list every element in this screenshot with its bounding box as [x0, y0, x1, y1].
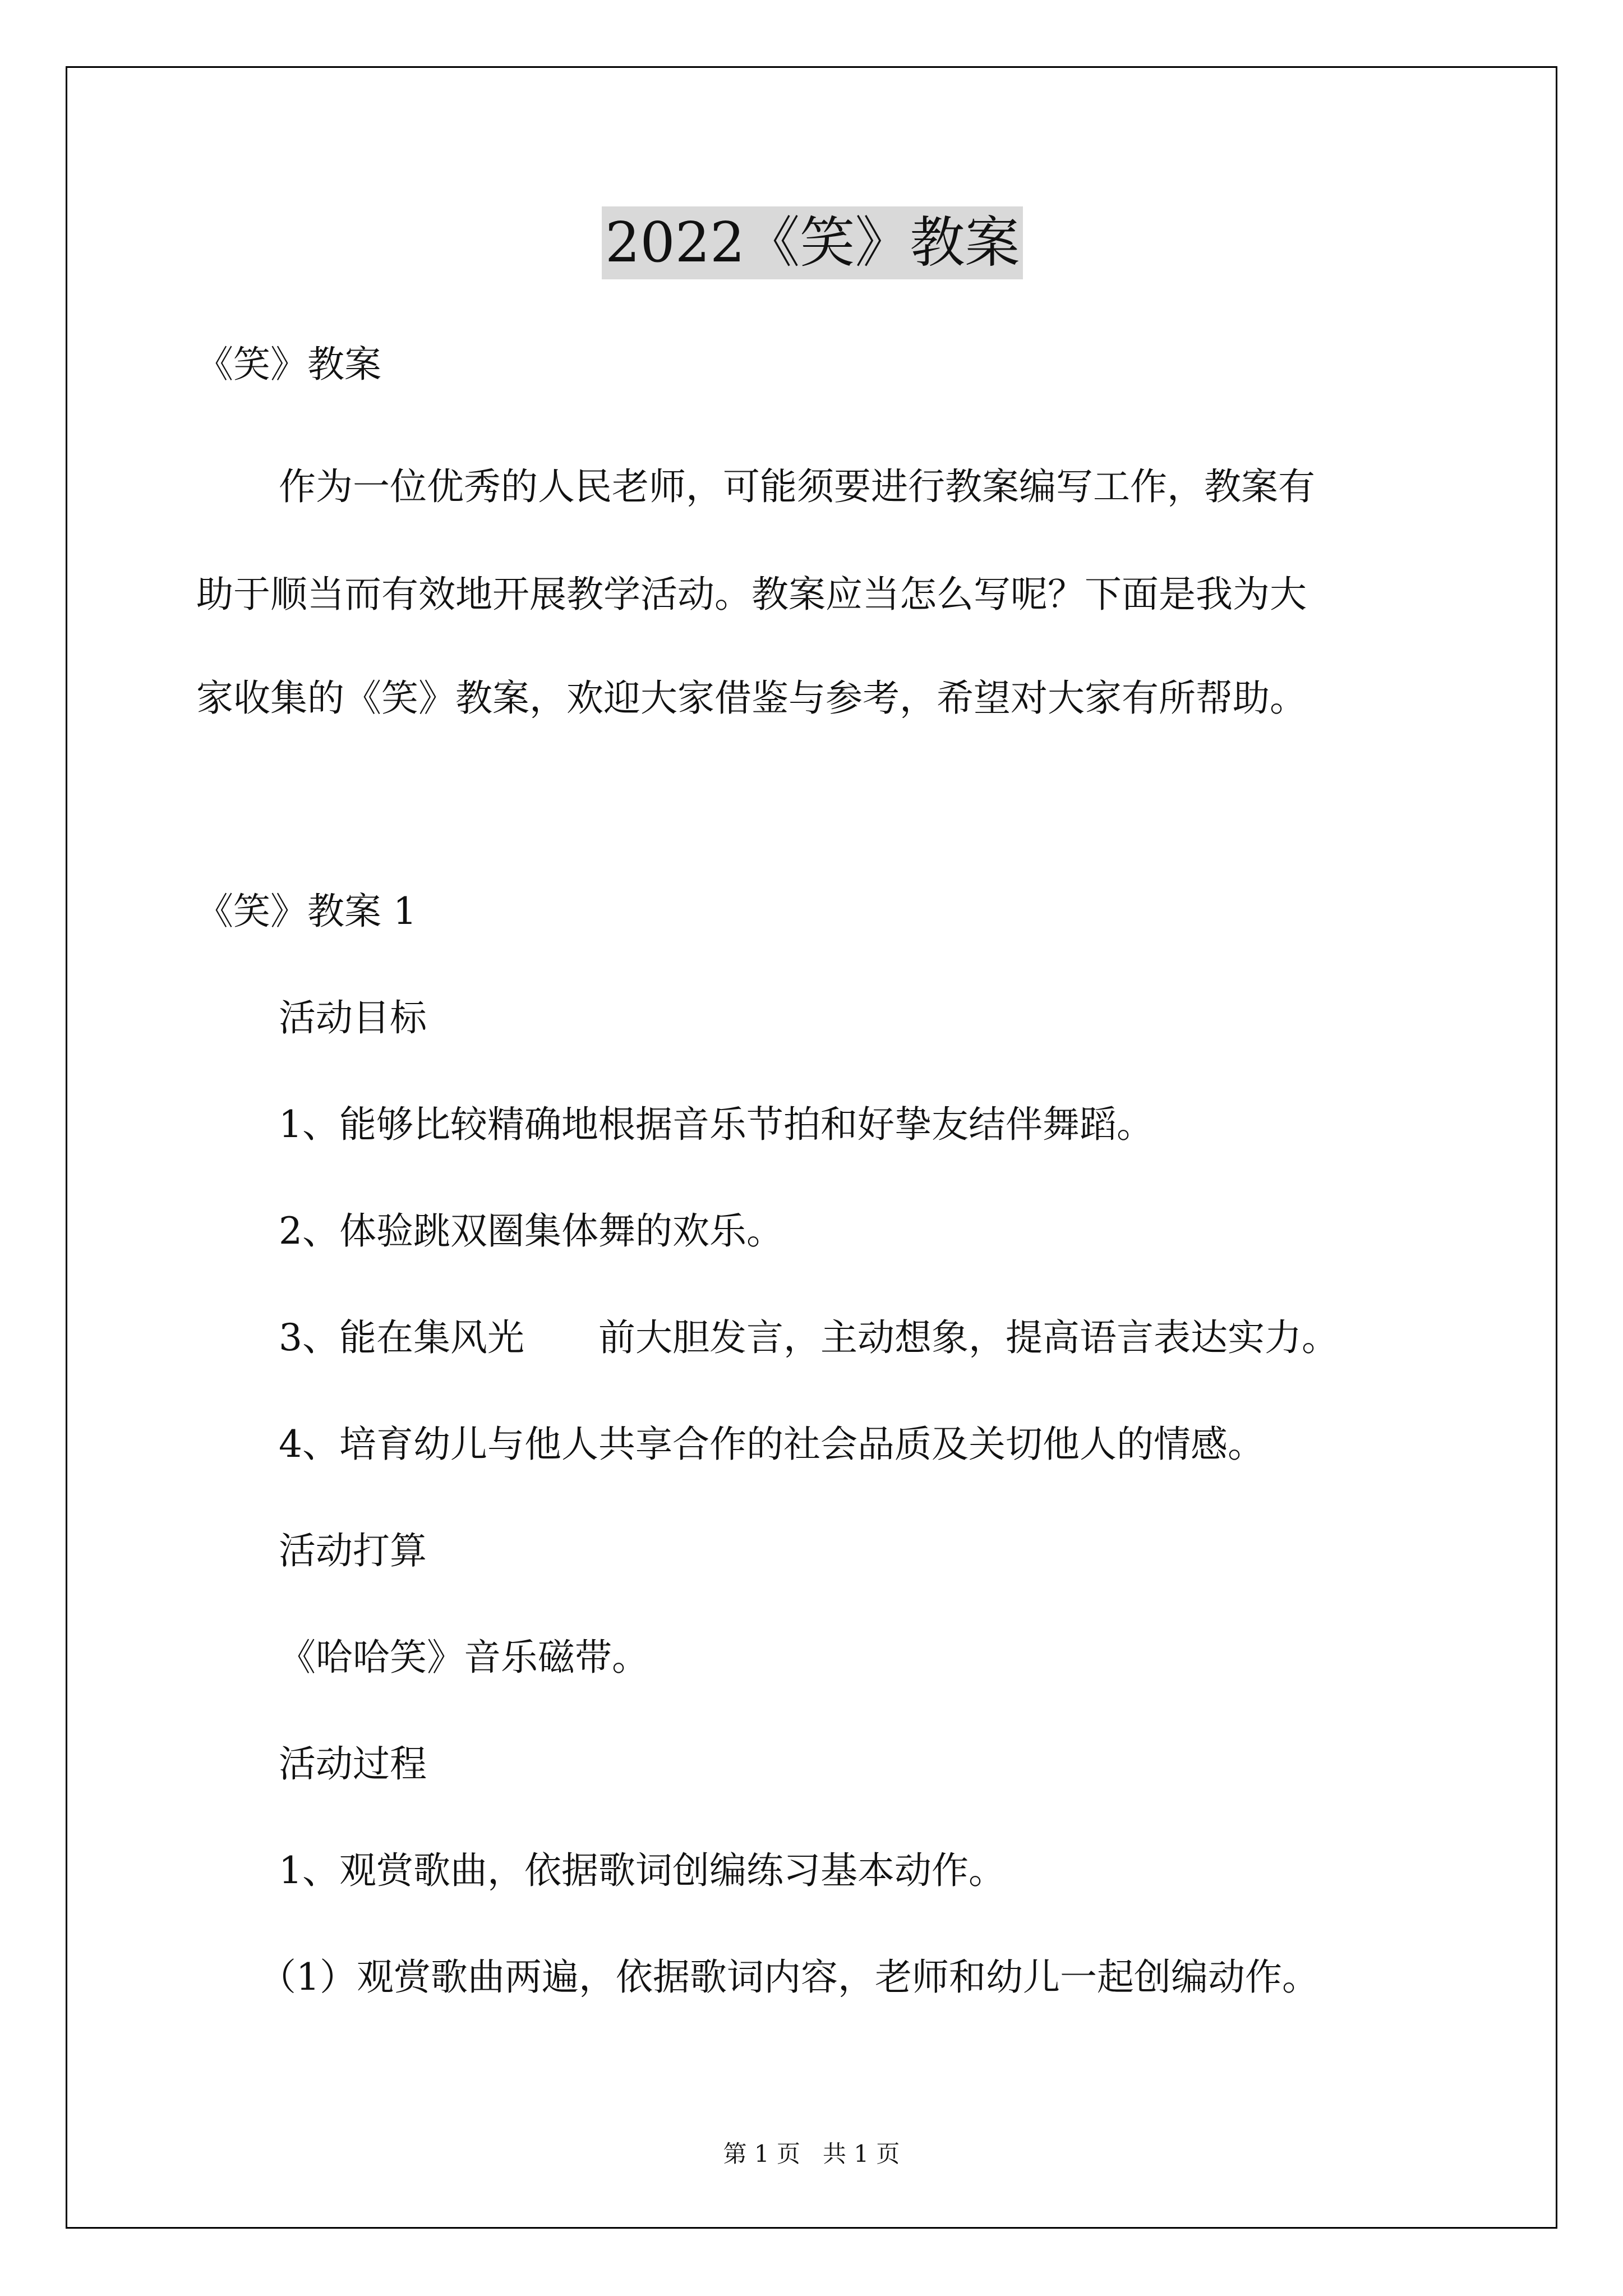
- intro-line-1: 作为一位优秀的人民老师，可能须要进行教案编写工作，教案有: [279, 465, 1315, 508]
- document-title: 2022《笑》教案: [602, 206, 1023, 279]
- intro-line-2: 助于顺当而有效地开展教学活动。教案应当怎么写呢？下面是我为大: [196, 573, 1307, 616]
- page-total: 共 1 页: [823, 2140, 900, 2168]
- section-heading: 《笑》教案 1: [196, 890, 417, 933]
- goal-item-4: 4、培育幼儿与他人共享合作的社会品质及关切他人的情感。: [279, 1423, 1265, 1466]
- process-item-1: 1、观赏歌曲，依据歌词创编练习基本动作。: [279, 1849, 1006, 1892]
- document-subtitle: 《笑》教案: [196, 343, 381, 386]
- process-heading: 活动过程: [279, 1742, 427, 1786]
- prep-heading: 活动打算: [279, 1529, 427, 1572]
- goal-item-2: 2、体验跳双圈集体舞的欢乐。: [279, 1209, 783, 1253]
- intro-line-3: 家收集的《笑》教案，欢迎大家借鉴与参考，希望对大家有所帮助。: [196, 677, 1307, 720]
- process-item-2: （1）观赏歌曲两遍，依据歌词内容，老师和幼儿一起创编动作。: [259, 1955, 1319, 1999]
- goals-heading: 活动目标: [279, 996, 427, 1039]
- page-number: 第 1 页: [723, 2140, 800, 2168]
- page-footer: [0, 2137, 1623, 2171]
- goal-item-3: 3、能在集风光 前大胆发言，主动想象，提高语言表达实力。: [279, 1316, 1339, 1359]
- prep-text: 《哈哈笑》音乐磁带。: [279, 1636, 649, 1679]
- goal-item-1: 1、能够比较精确地根据音乐节拍和好挚友结伴舞蹈。: [279, 1103, 1154, 1146]
